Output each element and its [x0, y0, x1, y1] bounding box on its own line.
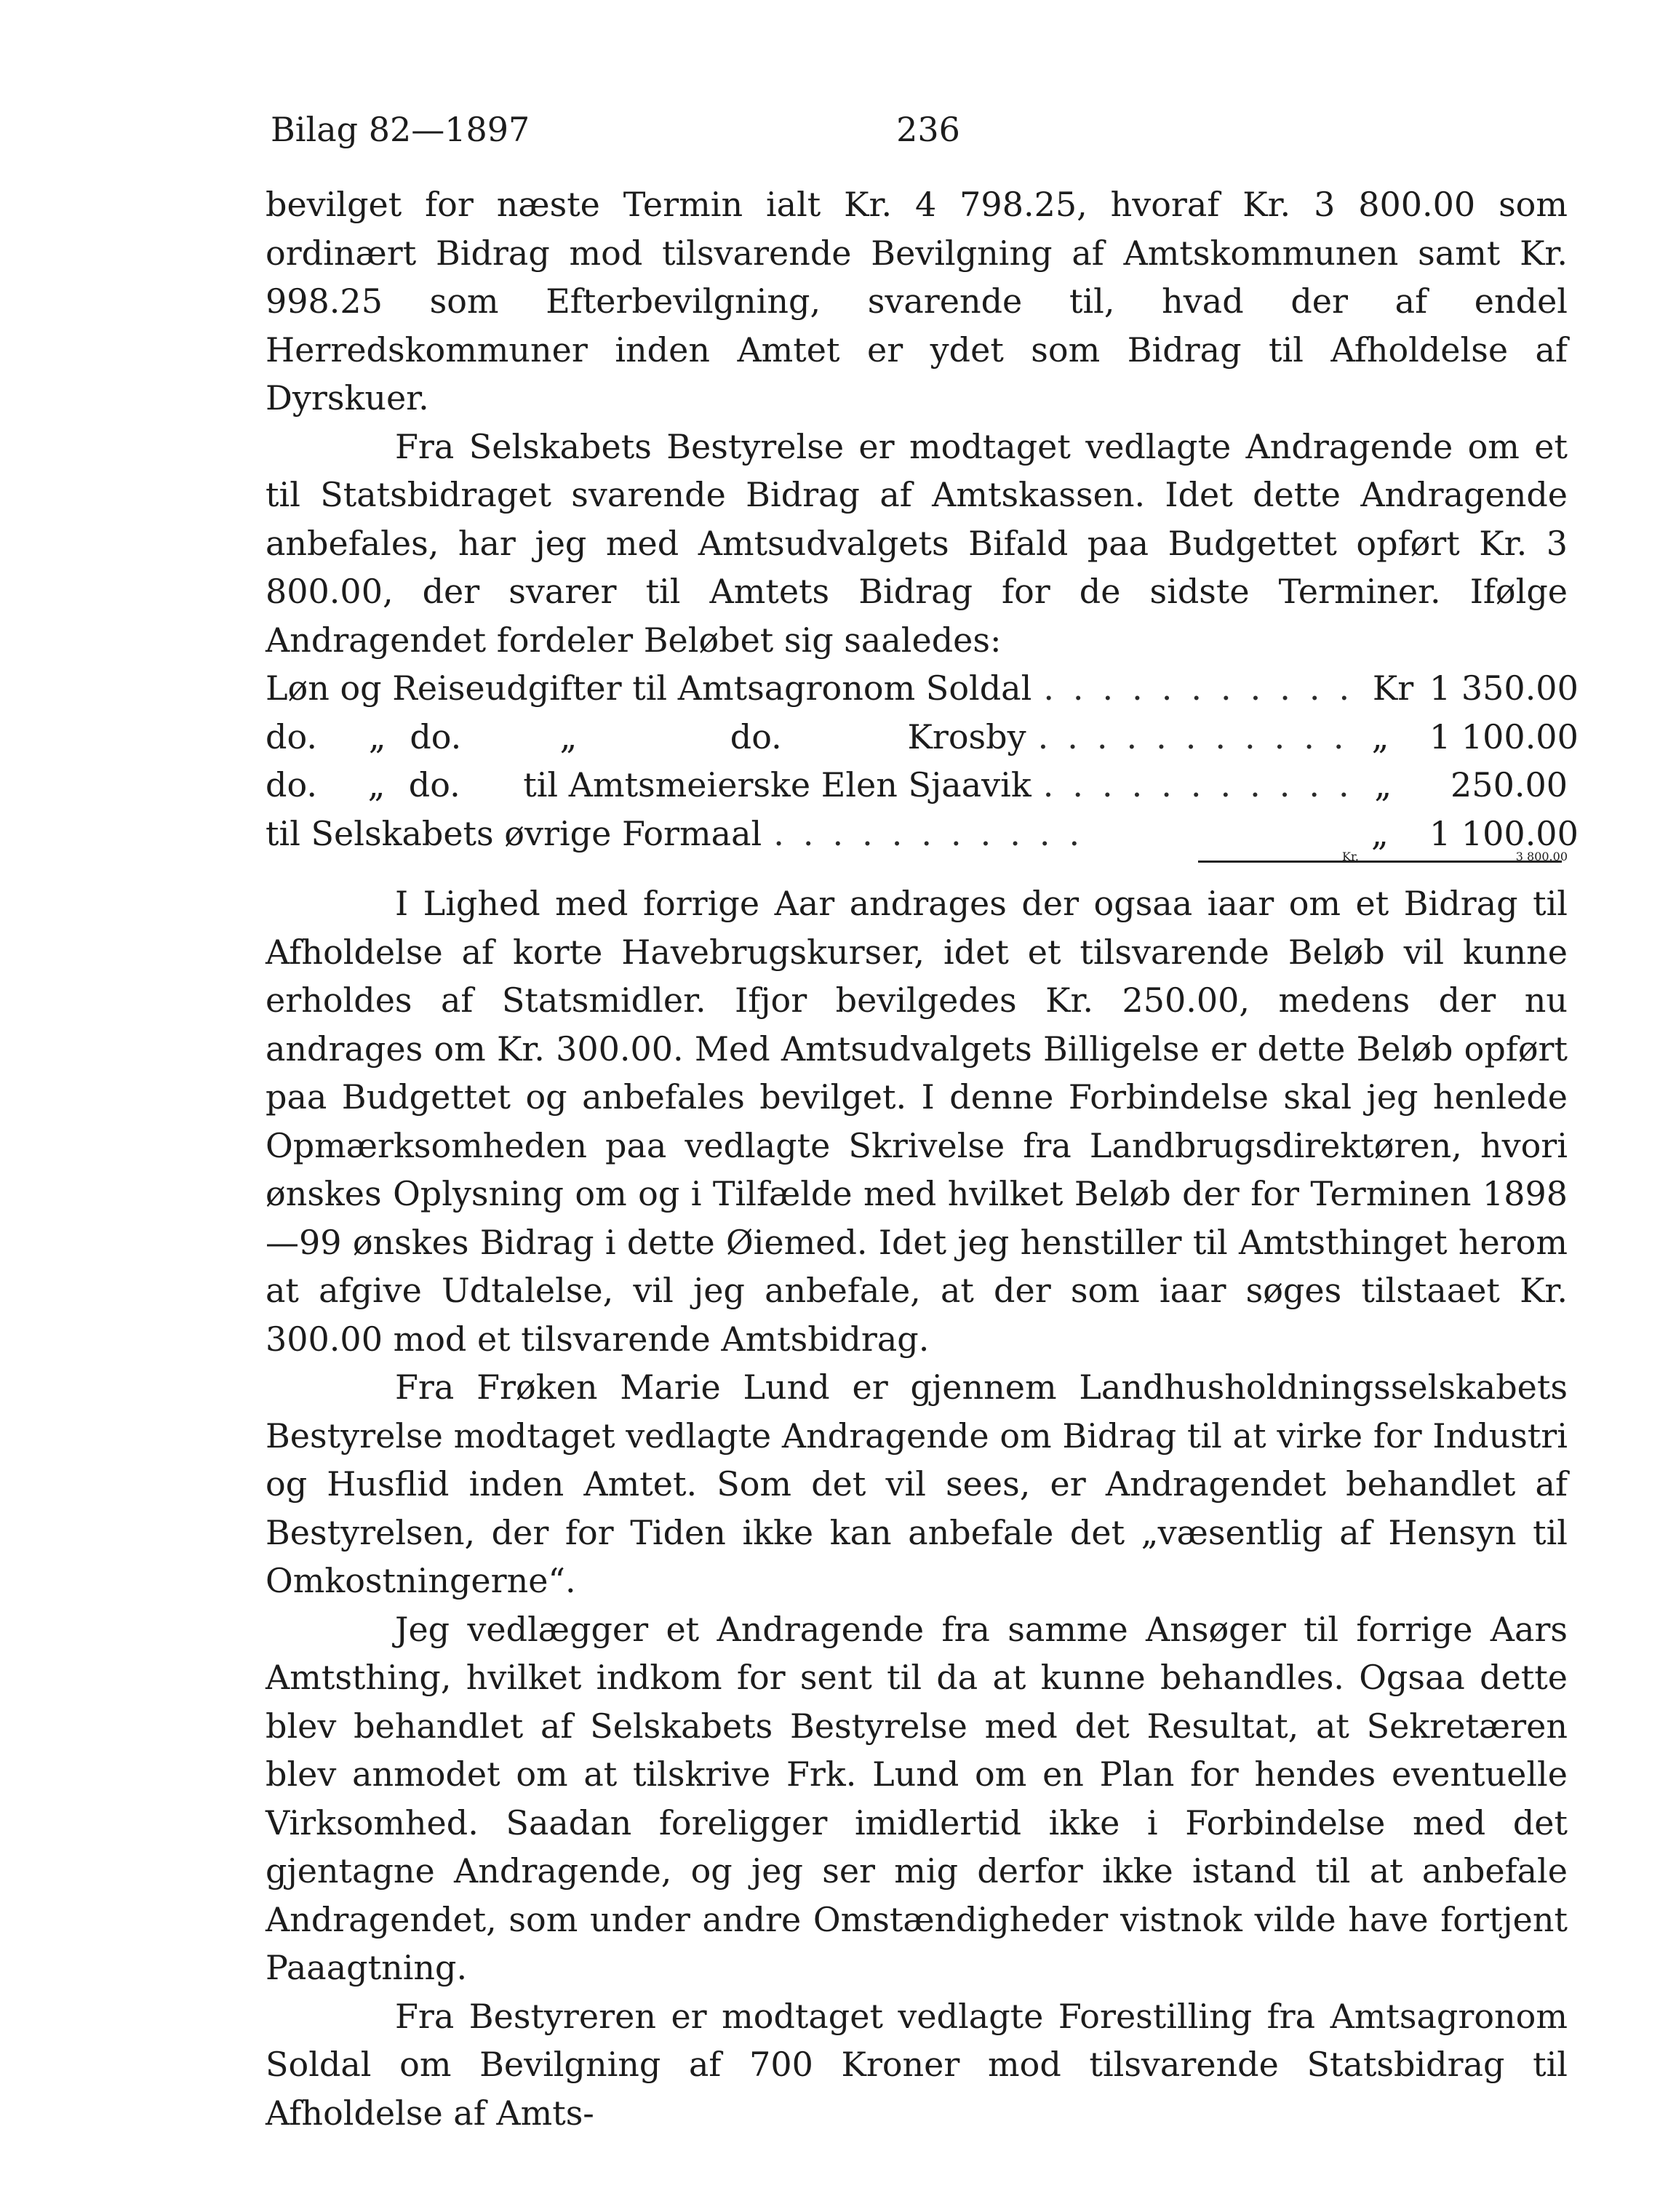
- row-label: Krosby: [907, 716, 1026, 756]
- running-header: Bilag 82—1897: [271, 110, 530, 149]
- ditto-mark: „: [559, 716, 578, 756]
- ditto: do.: [266, 716, 317, 756]
- page-number: 236: [896, 110, 960, 149]
- currency: „: [1374, 765, 1392, 804]
- currency: „: [1371, 813, 1389, 853]
- paragraph: Fra Selskabets Bestyrelse er modtaget vedlagte Andragende om et til Statsbidraget svarende Bidrag af Amtskassen. Idet dette Andragende anbefales, har jeg med Amtsudvalgets Bifald paa Budgettet opført Kr. 3 800.00, der svarer til Amtets Bidrag for de sidste Terminer. Ifølge Andragendet fordeler Beløbet sig saaledes:: [266, 426, 1568, 660]
- dot-leader: ...........: [1037, 716, 1363, 756]
- amount: 1 350.00: [1429, 668, 1579, 708]
- total-amount: 3 800.00: [1515, 850, 1568, 863]
- table-row: [266, 761, 1568, 810]
- table-row: [266, 664, 1579, 713]
- text-block-top: [266, 180, 1579, 868]
- paragraph: Jeg vedlægger et Andragende fra samme Ansøger til forrige Aars Amtsthing, hvilket indkom for sent til da at kunne behandles. Ogsaa dette blev behandlet af Selskabets Bestyrelse med det Resultat, at Sekretæren blev anmodet om at tilskrive Frk. Lund om en Plan for hendes eventuelle Virksomhed. Saadan foreligger imidlertid ikke i Forbindelse med det gjentagne Andragende, og jeg ser mig derfor ikke istand til at anbefale Andragendet, som under andre Omstændigheder vistnok vilde have fortjent Paaagtning.: [266, 1609, 1568, 1987]
- ditto: do.: [266, 765, 317, 804]
- amount: 250.00: [1450, 765, 1568, 804]
- table-row: [266, 713, 1579, 762]
- total-row: [266, 835, 1568, 879]
- paragraph: I Lighed med forrige Aar andrages der ogsaa iaar om et Bidrag til Afholdelse af korte Havebrugskurser, idet et tilsvarende Beløb vil kunne erholdes af Statsmidler. Ifjor bevilgedes Kr. 250.00, medens der nu andrages om Kr. 300.00. Med Amtsudvalgets Billigelse er dette Beløb opført paa Budgettet og anbefales bevilget. I denne Forbindelse skal jeg henlede Opmærksomheden paa vedlagte Skrivelse fra Landbrugsdirektøren, hvori ønskes Oplysning om og i Tilfælde med hvilket Beløb der for Terminen 1898—99 ønskes Bidrag i dette Øiemed. Idet jeg henstiller til Amtsthinget herom at afgive Udtalelse, vil jeg anbefale, at der som iaar søges tilstaaet Kr. 300.00 mod et tilsvarende Amtsbidrag.: [266, 884, 1568, 1359]
- dot-leader: ...........: [773, 813, 1099, 853]
- row-label: til Amtsmeierske Elen Sjaavik: [523, 765, 1031, 804]
- row-label: til Selskabets øvrige Formaal: [266, 813, 762, 853]
- ditto: do.: [408, 765, 460, 804]
- row-label: Løn og Reiseudgifter til Amtsagronom Soldal: [266, 668, 1032, 708]
- ditto: do.: [410, 716, 462, 756]
- currency: Kr: [1372, 668, 1414, 708]
- amount: 1 100.00: [1429, 813, 1579, 853]
- ditto: do.: [730, 716, 782, 756]
- amount: 1 100.00: [1429, 716, 1579, 756]
- currency: „: [1371, 716, 1389, 756]
- paragraph: Fra Bestyreren er modtaget vedlagte Forestilling fra Amtsagronom Soldal om Bevilgning af 700 Kroner mod tilsvarende Statsbidrag til Afholdelse af Amts-: [266, 1996, 1568, 2133]
- ditto-mark: „: [367, 765, 386, 804]
- ditto-mark: „: [368, 716, 386, 756]
- paragraph: bevilget for næste Termin ialt Kr. 4 798.25, hvoraf Kr. 3 800.00 som ordinært Bidrag mod tilsvarende Bevilgning af Amtskommunen samt Kr. 998.25 som Efterbevilgning, svarende til, hvad der af endel Herredskommuner inden Amtet er ydet som Bidrag til Afholdelse af Dyrskuer.: [266, 185, 1568, 418]
- dot-leader: ...........: [1042, 765, 1368, 804]
- dot-leader: ...........: [1043, 668, 1369, 708]
- text-block-bottom: [266, 879, 1568, 2137]
- total-currency: Kr.: [1342, 850, 1359, 863]
- paragraph: Fra Frøken Marie Lund er gjennem Landhusholdningsselskabets Bestyrelse modtaget vedlagte Andragende om Bidrag til at virke for Industri og Husflid inden Amtet. Som det vil sees, er Andragendet behandlet af Bestyrelsen, der for Tiden ikke kan anbefale det „væsentlig af Hensyn til Omkostningerne“.: [266, 1367, 1568, 1600]
